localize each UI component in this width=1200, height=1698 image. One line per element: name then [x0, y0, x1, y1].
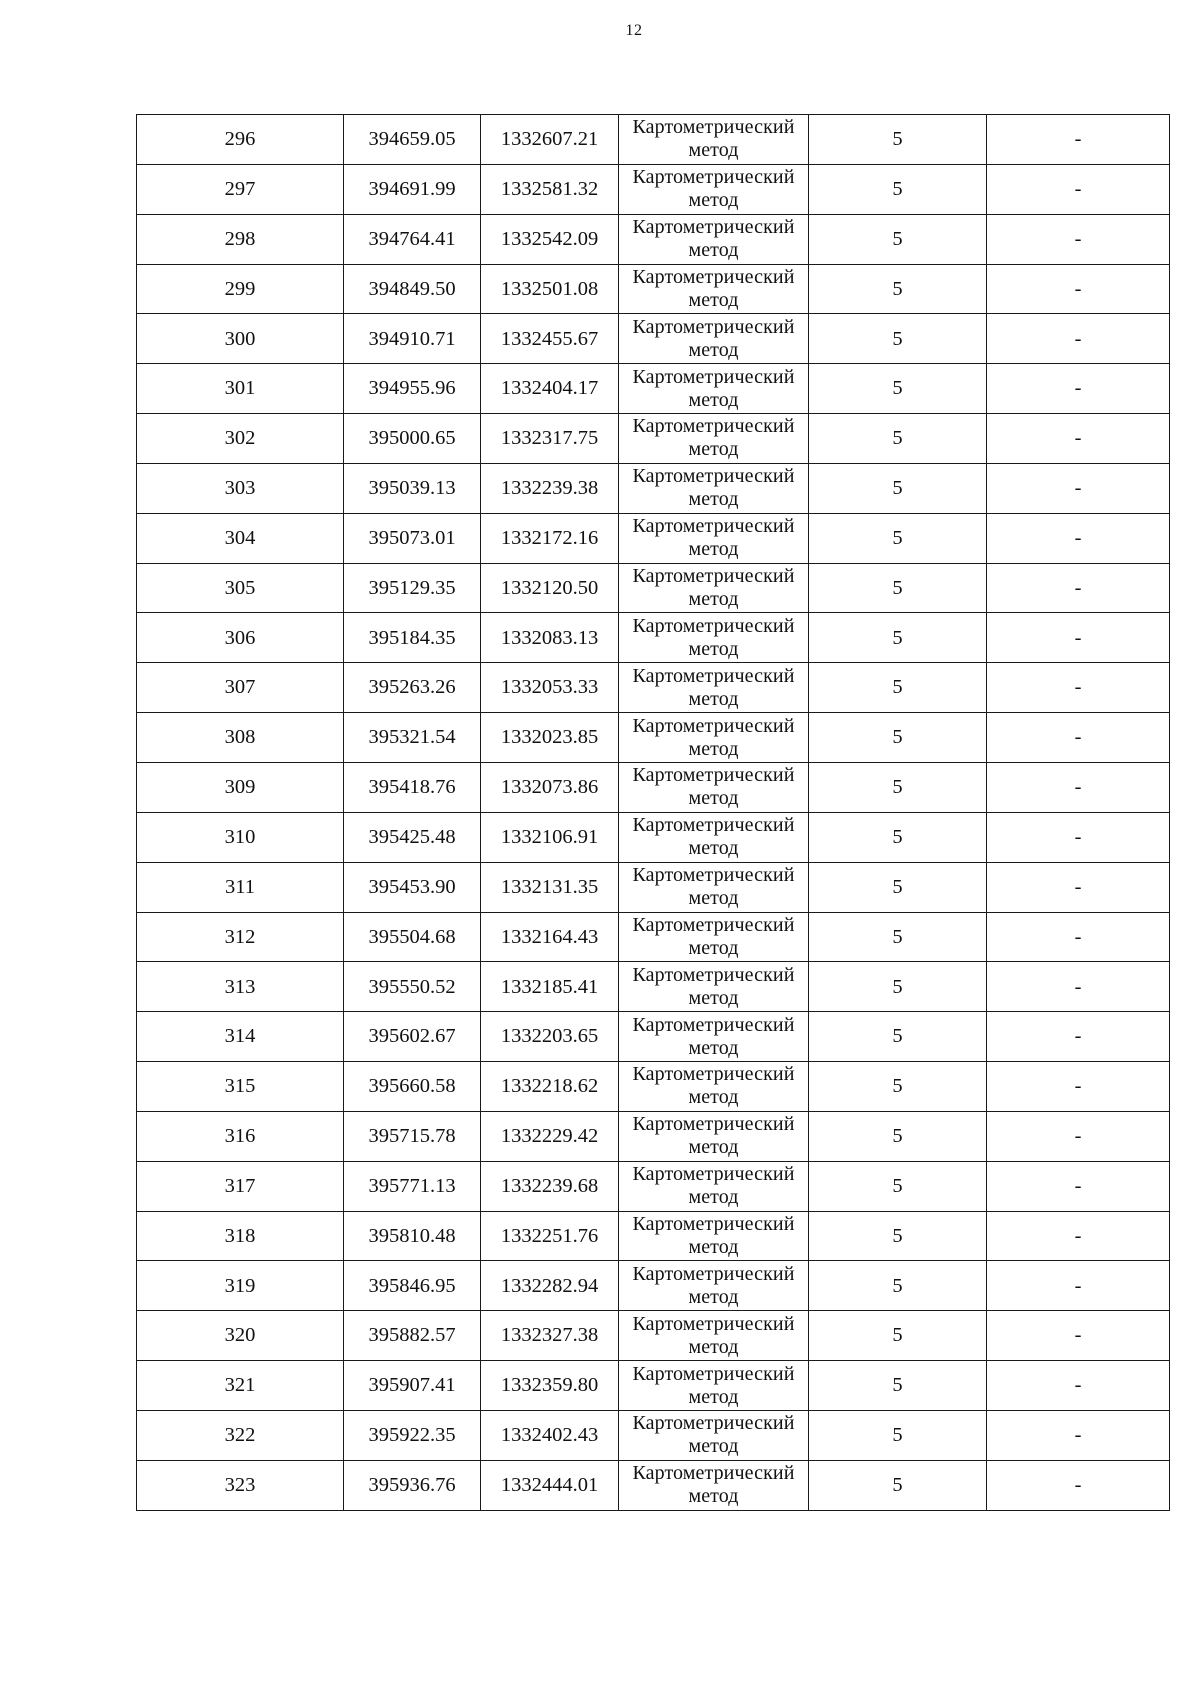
- point-number-cell: 301: [137, 364, 344, 414]
- table-row: [137, 214, 1170, 264]
- y-coordinate-cell: 1332317.75: [481, 414, 619, 464]
- y-coordinate-cell: 1332239.68: [481, 1161, 619, 1211]
- description-cell: -: [987, 563, 1170, 613]
- x-coordinate-cell: 394910.71: [344, 314, 481, 364]
- y-coordinate-cell: 1332185.41: [481, 962, 619, 1012]
- table-row: [137, 115, 1170, 165]
- accuracy-cell: 5: [809, 563, 987, 613]
- x-coordinate-cell: 395073.01: [344, 513, 481, 563]
- point-number-cell: 308: [137, 713, 344, 763]
- x-coordinate-cell: 395000.65: [344, 414, 481, 464]
- x-coordinate-cell: 395771.13: [344, 1161, 481, 1211]
- point-number-cell: 302: [137, 414, 344, 464]
- x-coordinate-cell: 395504.68: [344, 912, 481, 962]
- table-row: [137, 463, 1170, 513]
- accuracy-cell: 5: [809, 214, 987, 264]
- x-coordinate-cell: 395882.57: [344, 1311, 481, 1361]
- accuracy-cell: 5: [809, 1410, 987, 1460]
- y-coordinate-cell: 1332131.35: [481, 862, 619, 912]
- method-cell: Картометрический метод: [619, 812, 809, 862]
- y-coordinate-cell: 1332164.43: [481, 912, 619, 962]
- x-coordinate-cell: 395263.26: [344, 663, 481, 713]
- accuracy-cell: 5: [809, 1311, 987, 1361]
- accuracy-cell: 5: [809, 762, 987, 812]
- table-row: [137, 513, 1170, 563]
- y-coordinate-cell: 1332083.13: [481, 613, 619, 663]
- point-number-cell: 312: [137, 912, 344, 962]
- table-row: [137, 1111, 1170, 1161]
- table-row: [137, 1311, 1170, 1361]
- method-cell: Картометрический метод: [619, 513, 809, 563]
- method-cell: Картометрический метод: [619, 762, 809, 812]
- point-number-cell: 298: [137, 214, 344, 264]
- point-number-cell: 296: [137, 115, 344, 165]
- accuracy-cell: 5: [809, 1211, 987, 1261]
- table-row: [137, 1062, 1170, 1112]
- table-row: [137, 613, 1170, 663]
- point-number-cell: 304: [137, 513, 344, 563]
- table-row: [137, 314, 1170, 364]
- method-cell: Картометрический метод: [619, 1361, 809, 1411]
- method-cell: Картометрический метод: [619, 1410, 809, 1460]
- x-coordinate-cell: 395922.35: [344, 1410, 481, 1460]
- method-cell: Картометрический метод: [619, 314, 809, 364]
- description-cell: -: [987, 463, 1170, 513]
- y-coordinate-cell: 1332404.17: [481, 364, 619, 414]
- accuracy-cell: 5: [809, 613, 987, 663]
- page-number: 12: [625, 22, 643, 39]
- description-cell: -: [987, 912, 1170, 962]
- point-number-cell: 317: [137, 1161, 344, 1211]
- y-coordinate-cell: 1332581.32: [481, 164, 619, 214]
- method-cell: Картометрический метод: [619, 214, 809, 264]
- description-cell: -: [987, 164, 1170, 214]
- x-coordinate-cell: 395550.52: [344, 962, 481, 1012]
- accuracy-cell: 5: [809, 264, 987, 314]
- table-row: [137, 663, 1170, 713]
- point-number-cell: 313: [137, 962, 344, 1012]
- x-coordinate-cell: 395184.35: [344, 613, 481, 663]
- accuracy-cell: 5: [809, 1012, 987, 1062]
- description-cell: -: [987, 513, 1170, 563]
- method-cell: Картометрический метод: [619, 862, 809, 912]
- description-cell: -: [987, 264, 1170, 314]
- y-coordinate-cell: 1332282.94: [481, 1261, 619, 1311]
- method-cell: Картометрический метод: [619, 115, 809, 165]
- table-row: [137, 1361, 1170, 1411]
- table-row: [137, 713, 1170, 763]
- accuracy-cell: 5: [809, 812, 987, 862]
- table-row: [137, 912, 1170, 962]
- description-cell: -: [987, 364, 1170, 414]
- method-cell: Картометрический метод: [619, 962, 809, 1012]
- accuracy-cell: 5: [809, 1161, 987, 1211]
- x-coordinate-cell: 395418.76: [344, 762, 481, 812]
- y-coordinate-cell: 1332229.42: [481, 1111, 619, 1161]
- y-coordinate-cell: 1332106.91: [481, 812, 619, 862]
- table-row: [137, 1161, 1170, 1211]
- accuracy-cell: 5: [809, 1261, 987, 1311]
- point-number-cell: 305: [137, 563, 344, 613]
- x-coordinate-cell: 395936.76: [344, 1460, 481, 1510]
- description-cell: -: [987, 663, 1170, 713]
- point-number-cell: 310: [137, 812, 344, 862]
- y-coordinate-cell: 1332120.50: [481, 563, 619, 613]
- point-number-cell: 320: [137, 1311, 344, 1361]
- description-cell: -: [987, 862, 1170, 912]
- method-cell: Картометрический метод: [619, 1062, 809, 1112]
- method-cell: Картометрический метод: [619, 563, 809, 613]
- y-coordinate-cell: 1332402.43: [481, 1410, 619, 1460]
- y-coordinate-cell: 1332501.08: [481, 264, 619, 314]
- method-cell: Картометрический метод: [619, 1211, 809, 1261]
- method-cell: Картометрический метод: [619, 1012, 809, 1062]
- x-coordinate-cell: 395660.58: [344, 1062, 481, 1112]
- table-row: [137, 1460, 1170, 1510]
- description-cell: -: [987, 1211, 1170, 1261]
- x-coordinate-cell: 395810.48: [344, 1211, 481, 1261]
- y-coordinate-cell: 1332607.21: [481, 115, 619, 165]
- description-cell: -: [987, 1161, 1170, 1211]
- table-row: [137, 264, 1170, 314]
- y-coordinate-cell: 1332327.38: [481, 1311, 619, 1361]
- method-cell: Картометрический метод: [619, 414, 809, 464]
- description-cell: -: [987, 812, 1170, 862]
- coordinates-table-body: [137, 115, 1170, 1511]
- table-row: [137, 1410, 1170, 1460]
- description-cell: -: [987, 1361, 1170, 1411]
- accuracy-cell: 5: [809, 1062, 987, 1112]
- method-cell: Картометрический метод: [619, 1261, 809, 1311]
- point-number-cell: 319: [137, 1261, 344, 1311]
- accuracy-cell: 5: [809, 414, 987, 464]
- table-row: [137, 1261, 1170, 1311]
- x-coordinate-cell: 395907.41: [344, 1361, 481, 1411]
- y-coordinate-cell: 1332218.62: [481, 1062, 619, 1112]
- description-cell: -: [987, 1111, 1170, 1161]
- point-number-cell: 314: [137, 1012, 344, 1062]
- method-cell: Картометрический метод: [619, 264, 809, 314]
- point-number-cell: 297: [137, 164, 344, 214]
- point-number-cell: 309: [137, 762, 344, 812]
- description-cell: -: [987, 1460, 1170, 1510]
- description-cell: -: [987, 314, 1170, 364]
- table-row: [137, 164, 1170, 214]
- x-coordinate-cell: 395602.67: [344, 1012, 481, 1062]
- y-coordinate-cell: 1332239.38: [481, 463, 619, 513]
- accuracy-cell: 5: [809, 1361, 987, 1411]
- description-cell: -: [987, 962, 1170, 1012]
- y-coordinate-cell: 1332023.85: [481, 713, 619, 763]
- x-coordinate-cell: 395453.90: [344, 862, 481, 912]
- description-cell: -: [987, 762, 1170, 812]
- method-cell: Картометрический метод: [619, 1111, 809, 1161]
- x-coordinate-cell: 395425.48: [344, 812, 481, 862]
- description-cell: -: [987, 214, 1170, 264]
- method-cell: Картометрический метод: [619, 364, 809, 414]
- point-number-cell: 311: [137, 862, 344, 912]
- point-number-cell: 321: [137, 1361, 344, 1411]
- point-number-cell: 307: [137, 663, 344, 713]
- accuracy-cell: 5: [809, 314, 987, 364]
- y-coordinate-cell: 1332073.86: [481, 762, 619, 812]
- method-cell: Картометрический метод: [619, 613, 809, 663]
- table-row: [137, 812, 1170, 862]
- x-coordinate-cell: 394955.96: [344, 364, 481, 414]
- table-row: [137, 563, 1170, 613]
- method-cell: Картометрический метод: [619, 713, 809, 763]
- accuracy-cell: 5: [809, 1460, 987, 1510]
- table-row: [137, 1211, 1170, 1261]
- accuracy-cell: 5: [809, 713, 987, 763]
- method-cell: Картометрический метод: [619, 1161, 809, 1211]
- accuracy-cell: 5: [809, 364, 987, 414]
- method-cell: Картометрический метод: [619, 1460, 809, 1510]
- x-coordinate-cell: 395129.35: [344, 563, 481, 613]
- accuracy-cell: 5: [809, 463, 987, 513]
- method-cell: Картометрический метод: [619, 912, 809, 962]
- method-cell: Картометрический метод: [619, 164, 809, 214]
- point-number-cell: 306: [137, 613, 344, 663]
- x-coordinate-cell: 395321.54: [344, 713, 481, 763]
- point-number-cell: 322: [137, 1410, 344, 1460]
- accuracy-cell: 5: [809, 663, 987, 713]
- method-cell: Картометрический метод: [619, 663, 809, 713]
- accuracy-cell: 5: [809, 862, 987, 912]
- y-coordinate-cell: 1332444.01: [481, 1460, 619, 1510]
- y-coordinate-cell: 1332455.67: [481, 314, 619, 364]
- point-number-cell: 318: [137, 1211, 344, 1261]
- accuracy-cell: 5: [809, 1111, 987, 1161]
- accuracy-cell: 5: [809, 513, 987, 563]
- accuracy-cell: 5: [809, 164, 987, 214]
- accuracy-cell: 5: [809, 962, 987, 1012]
- method-cell: Картометрический метод: [619, 1311, 809, 1361]
- point-number-cell: 316: [137, 1111, 344, 1161]
- y-coordinate-cell: 1332542.09: [481, 214, 619, 264]
- method-cell: Картометрический метод: [619, 463, 809, 513]
- description-cell: -: [987, 1311, 1170, 1361]
- point-number-cell: 315: [137, 1062, 344, 1112]
- description-cell: -: [987, 414, 1170, 464]
- description-cell: -: [987, 1410, 1170, 1460]
- table-row: [137, 364, 1170, 414]
- table-row: [137, 962, 1170, 1012]
- accuracy-cell: 5: [809, 912, 987, 962]
- y-coordinate-cell: 1332203.65: [481, 1012, 619, 1062]
- table-row: [137, 762, 1170, 812]
- point-number-cell: 299: [137, 264, 344, 314]
- description-cell: -: [987, 713, 1170, 763]
- description-cell: -: [987, 115, 1170, 165]
- y-coordinate-cell: 1332172.16: [481, 513, 619, 563]
- x-coordinate-cell: 394659.05: [344, 115, 481, 165]
- x-coordinate-cell: 394691.99: [344, 164, 481, 214]
- point-number-cell: 323: [137, 1460, 344, 1510]
- description-cell: -: [987, 1062, 1170, 1112]
- x-coordinate-cell: 394849.50: [344, 264, 481, 314]
- x-coordinate-cell: 395039.13: [344, 463, 481, 513]
- description-cell: -: [987, 613, 1170, 663]
- x-coordinate-cell: 395846.95: [344, 1261, 481, 1311]
- point-number-cell: 303: [137, 463, 344, 513]
- y-coordinate-cell: 1332359.80: [481, 1361, 619, 1411]
- x-coordinate-cell: 394764.41: [344, 214, 481, 264]
- y-coordinate-cell: 1332053.33: [481, 663, 619, 713]
- table-row: [137, 862, 1170, 912]
- y-coordinate-cell: 1332251.76: [481, 1211, 619, 1261]
- table-row: [137, 414, 1170, 464]
- description-cell: -: [987, 1012, 1170, 1062]
- description-cell: -: [987, 1261, 1170, 1311]
- point-number-cell: 300: [137, 314, 344, 364]
- table-row: [137, 1012, 1170, 1062]
- coordinates-table: [136, 114, 1170, 1511]
- x-coordinate-cell: 395715.78: [344, 1111, 481, 1161]
- accuracy-cell: 5: [809, 115, 987, 165]
